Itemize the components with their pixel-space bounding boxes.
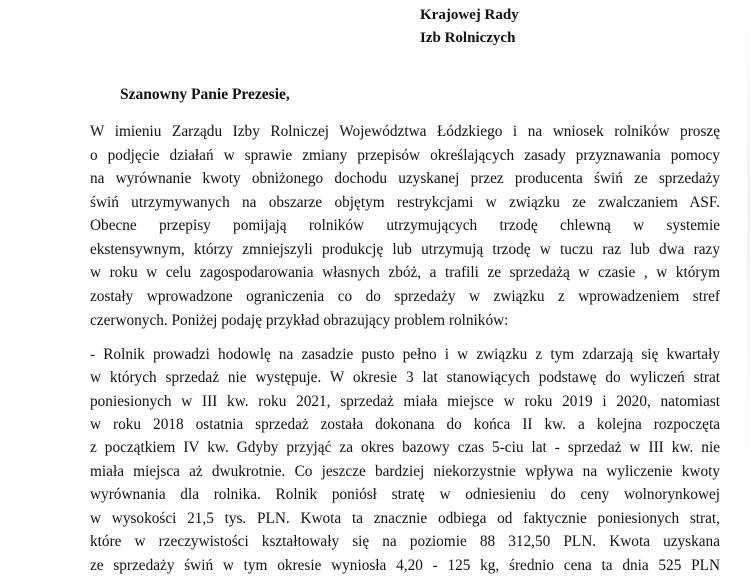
paragraph-2-line: z początkiem IV kw. Gdyby przyjąć za okres bazowy czas 5-ciu lat - sprzedaż w III kw. nie xyxy=(90,439,720,456)
paragraph-2-line: które w rzeczywistości kształtowały się na poziomie 88 312,50 PLN. Kwota uzyskana xyxy=(90,533,720,550)
paragraph-2-line: - Rolnik prowadzi hodowlę na zasadzie pusto pełno i w związku z tym zdarzają się kwartały xyxy=(90,346,720,363)
paragraph-2-line: w roku 2018 ostatnia sprzedaż została dokonana do końca II kw. a kolejna rozpoczęta xyxy=(90,416,720,433)
paragraph-1-line: na wyrównanie kwoty obniżonego dochodu uzyskanej przez producenta świń ze sprzedaży xyxy=(90,170,720,187)
paragraph-1-line: zostały wprowadzone ograniczenia co do sprzedaży w związku z wprowadzeniem stref xyxy=(90,288,720,305)
paragraph-1-line: czerwonych. Poniżej podaję przykład obrazujący problem rolników: xyxy=(90,312,509,329)
paragraph-2-line: ze sprzedaży świń w tym okresie wyniosła 4,20 - 125 kg, średnio cena ta dnia 525 PLN xyxy=(90,557,720,574)
paragraph-1-line: świń utrzymywanych na obszarze objętym restrykcjami w związku ze zwalczaniem ASF. xyxy=(90,194,720,211)
recipient-line-1: Krajowej Rady xyxy=(420,7,519,23)
paragraph-1-line: Obecne przepisy pomijają rolników utrzymujących trzodę chlewną w systemie xyxy=(90,217,720,234)
paragraph-2-line: poniesionych w III kw. roku 2021, sprzedaż miała miejsce w roku 2019 i 2020, natomiast xyxy=(90,393,720,410)
recipient-line-2: Izb Rolniczych xyxy=(420,30,516,46)
paragraph-2-line: wyrównania dla rolnika. Rolnik poniósł stratę w odniesieniu do ceny wolnorynkowej xyxy=(90,486,720,503)
paragraph-1-line: w roku w celu zagospodarowania własnych zbóż, a trafili ze sprzedażą w czasie , w którym xyxy=(90,264,720,281)
paragraph-2-line: w wysokości 21,5 tys. PLN. Kwota ta znacznie odbiega od faktycznie poniesionych strat, xyxy=(90,510,720,527)
salutation: Szanowny Panie Prezesie, xyxy=(120,86,290,103)
paragraph-1-line: ekstensywnym, którzy zmniejszyli produkcję lub utrzymują trzodę w tuczu raz lub dwa razy xyxy=(90,241,720,258)
recipient-block xyxy=(420,4,519,50)
paragraph-2-line: miała miejsca aż dwukrotnie. Co jeszcze bardziej niekorzystnie wpływa na wyliczenie kwoty xyxy=(90,463,720,480)
paragraph-1-line: W imieniu Zarządu Izby Rolniczej Województwa Łódzkiego i na wniosek rolników proszę xyxy=(90,123,720,140)
paragraph-1-line: o podjęcie działań w sprawie zmiany przepisów określających zasady przyznawania pomocy xyxy=(90,147,720,164)
paragraph-2-line: w których sprzedaż nie występuje. W okresie 3 lat stanowiących podstawę do wyliczeń strat xyxy=(90,369,720,386)
